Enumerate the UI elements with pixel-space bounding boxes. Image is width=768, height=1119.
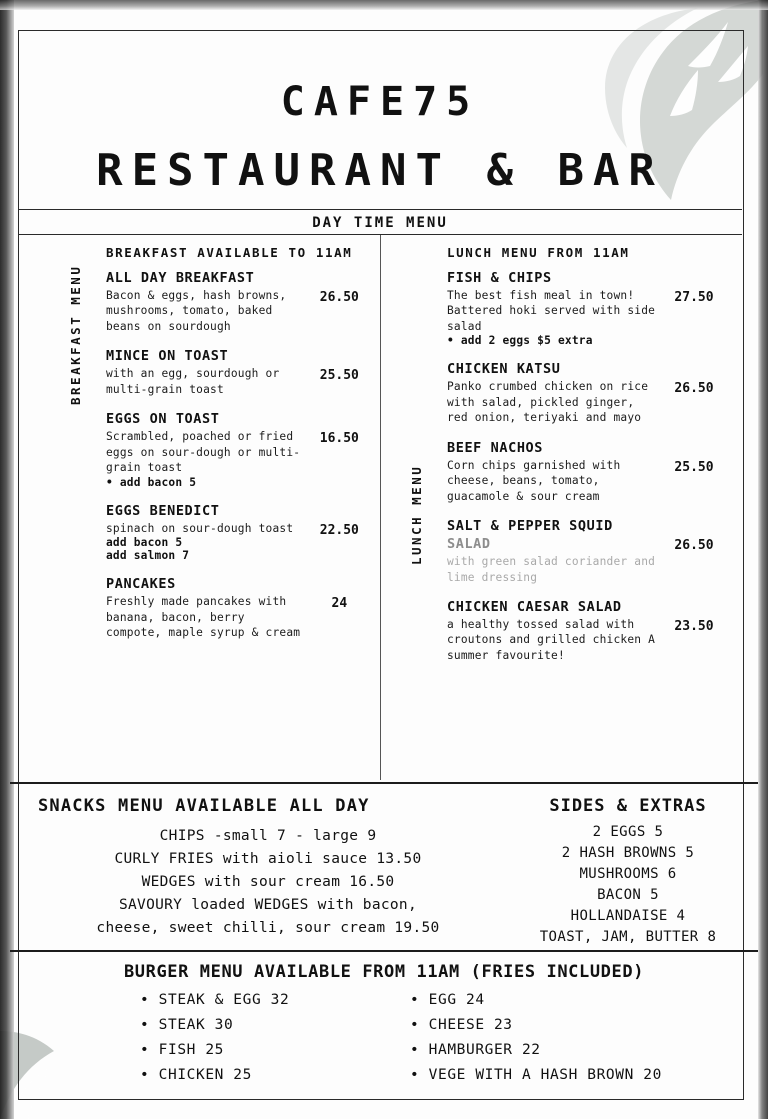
item-price: 27.50 [674, 290, 714, 305]
item-name: CHICKEN KATSU [447, 361, 561, 378]
burger-column-left [140, 992, 410, 1092]
burger-item: • VEGE WITH A HASH BROWN 20 [410, 1067, 680, 1083]
item-price: 26.50 [674, 381, 714, 397]
item-price: 25.50 [674, 459, 714, 475]
burger-item: • STEAK 30 [140, 1017, 410, 1033]
burger-column-right [410, 992, 680, 1092]
burger-columns [10, 992, 758, 1092]
burger-item: • EGG 24 [410, 992, 680, 1008]
burger-item: • FISH 25 [140, 1042, 410, 1058]
item-description: with green salad coriander and lime dressing [447, 555, 656, 584]
sides-line: HOLLANDAISE 4 [570, 908, 686, 924]
breakfast-column-label: BREAKFAST MENU [68, 264, 83, 405]
snacks-line: CURLY FRIES with aioli sauce 13.50 [114, 851, 422, 867]
item-addon-2: add salmon 7 [106, 549, 190, 563]
brand-subtitle: RESTAURANT & BAR [96, 145, 664, 196]
menu-item [106, 503, 374, 562]
item-description: Freshly made pancakes with banana, bacon, berry compote, maple syrup & cream [106, 595, 301, 639]
item-name: EGGS ON TOAST [106, 411, 220, 428]
menu-item [106, 576, 374, 640]
item-price: 23.50 [674, 618, 714, 634]
item-description: Bacon & eggs, hash browns, mushrooms, tomato, baked beans on sourdough [106, 289, 287, 333]
item-description: The best fish meal in town! Battered hoki served with side salad [447, 289, 656, 333]
item-name: BEEF NACHOS [447, 439, 544, 456]
menu-item [447, 599, 736, 663]
sides-line: 2 EGGS 5 [592, 824, 664, 840]
scan-edge-top [0, 0, 768, 10]
breakfast-column [18, 235, 381, 780]
item-description: with an egg, sourdough or multi-grain toast [106, 367, 280, 396]
sides-line: TOAST, JAM, BUTTER 8 [539, 929, 717, 945]
snacks-heading: SNACKS MENU AVAILABLE ALL DAY [38, 796, 370, 816]
item-addon: • add 2 eggs $5 extra [447, 334, 657, 347]
menu-item [447, 270, 736, 347]
snacks-line: CHIPS -small 7 - large 9 [159, 828, 377, 844]
scan-edge-right [758, 0, 768, 1119]
menu-item [106, 348, 374, 397]
item-name: PANCAKES [106, 576, 176, 593]
item-name: ALL DAY BREAKFAST [106, 270, 255, 286]
item-name: MINCE ON TOAST [106, 348, 229, 365]
item-name-line2: SALAD [447, 536, 491, 553]
item-description: Scrambled, poached or fried eggs on sour-dough or multi-grain toast [106, 430, 301, 475]
item-price: 24 [331, 596, 348, 612]
lunch-heading: LUNCH MENU FROM 11AM [447, 245, 630, 260]
snacks-sides-section [10, 782, 758, 950]
breakfast-items [106, 270, 374, 640]
item-addon: • add bacon 5 [106, 476, 305, 489]
sides-heading: SIDES & EXTRAS [549, 796, 707, 816]
item-description: a healthy tossed salad with croutons and grilled chicken A summer favourite! [447, 617, 656, 662]
item-description: spinach on sour-dough toast [106, 521, 294, 535]
menu-item [106, 411, 374, 488]
menu-columns [18, 235, 742, 780]
brand-name: CAFE75 [280, 79, 480, 125]
menu-title-block [18, 31, 742, 209]
snacks-line: SAVOURY loaded WEDGES with bacon, [119, 897, 417, 913]
breakfast-heading: BREAKFAST AVAILABLE TO 11AM [106, 245, 353, 260]
lunch-column-label: LUNCH MENU [409, 464, 424, 565]
burger-menu-section [10, 950, 758, 1110]
burger-item: • CHICKEN 25 [140, 1067, 410, 1083]
menu-item [447, 518, 736, 585]
sides-extras [498, 790, 758, 950]
item-name: EGGS BENEDICT [106, 502, 220, 519]
item-price: 22.50 [319, 522, 359, 538]
item-addon: add bacon 5 [106, 536, 183, 550]
sides-line: MUSHROOMS 6 [579, 866, 677, 882]
item-price: 26.50 [674, 538, 714, 554]
item-name: FISH & CHIPS [447, 270, 552, 286]
lunch-column [381, 235, 742, 780]
sides-line: BACON 5 [597, 887, 659, 903]
burger-heading: BURGER MENU AVAILABLE FROM 11AM (FRIES INCLUDED) [123, 962, 645, 982]
menu-item [106, 270, 374, 334]
item-price: 26.50 [319, 290, 359, 305]
item-description: Panko crumbed chicken on rice with salad, pickled ginger, red onion, teriyaki and mayo [447, 380, 649, 425]
snacks-menu [10, 790, 498, 950]
menu-item [447, 361, 736, 425]
menu-item [447, 440, 736, 504]
lunch-items [447, 270, 736, 663]
snacks-line: cheese, sweet chilli, sour cream 19.50 [96, 920, 440, 936]
burger-item: • STEAK & EGG 32 [140, 992, 410, 1008]
snacks-line: WEDGES with sour cream 16.50 [141, 874, 395, 890]
item-price: 25.50 [319, 368, 359, 384]
daytime-menu-banner: DAY TIME MENU [18, 209, 742, 235]
item-price: 16.50 [319, 431, 359, 447]
item-description: Corn chips garnished with cheese, beans, tomato, guacamole & sour cream [447, 458, 621, 503]
item-name: SALT & PEPPER SQUID [447, 518, 613, 535]
burger-item: • HAMBURGER 22 [410, 1042, 680, 1058]
item-name: CHICKEN CAESAR SALAD [447, 598, 622, 615]
burger-item: • CHEESE 23 [410, 1017, 680, 1033]
sides-line: 2 HASH BROWNS 5 [561, 845, 695, 861]
